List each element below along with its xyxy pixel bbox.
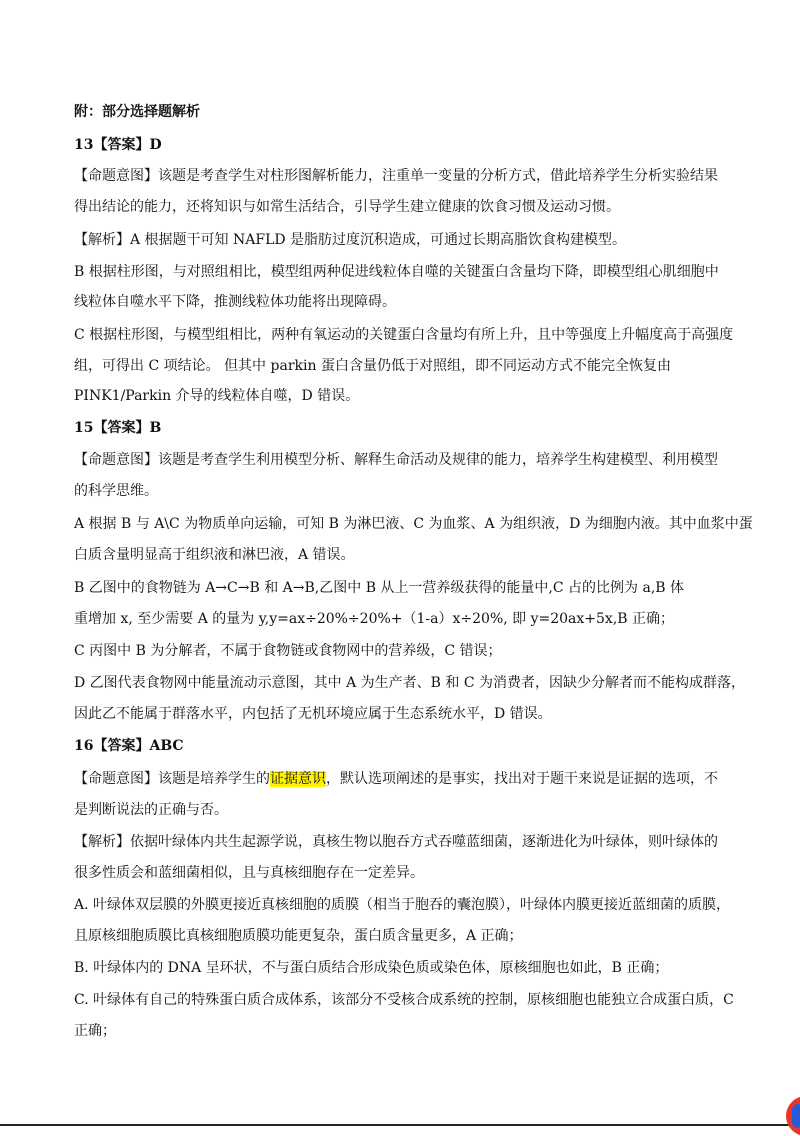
q13-answer: 13【答案】D [74, 137, 162, 153]
highlighted-term: 证据意识 [270, 771, 326, 787]
q15-answer: 15【答案】B [74, 420, 162, 436]
q15-option-b-line-1: B 乙图中的食物链为 A→C→B 和 A→B,乙图中 B 从上一营养级获得的能量中,C 占的比例为 a,B 体 [74, 580, 685, 596]
q16-option-a-line-1: A. 叶绿体双层膜的外膜更接近真核细胞的质膜（相当于胞吞的囊泡膜），叶绿体内膜更接近蓝细菌的质膜， [74, 897, 731, 913]
q15-option-a-line-2: 白质含量明显高于组织液和淋巴液，A 错误。 [74, 547, 355, 563]
q13-analysis-a: 【解析】A 根据题干可知 NAFLD 是脂肪过度沉积造成，可通过长期高脂饮食构建模型。 [74, 232, 627, 248]
q16-intent-suffix: ，默认选项阐述的是事实，找出对于题干来说是证据的选项，不 [326, 771, 718, 787]
q15-option-c: C 丙图中 B 为分解者，不属于食物链或食物网中的营养级，C 错误； [74, 643, 502, 659]
q16-option-c-line-2: 正确； [74, 1023, 116, 1039]
q16-option-b: B. 叶绿体内的 DNA 呈环状，不与蛋白质结合形成染色质或染色体，原核细胞也如此，B 正确； [74, 960, 669, 976]
q16-intent-prefix: 【命题意图】该题是培养学生的 [74, 771, 270, 787]
app-logo-mark-icon [792, 1104, 800, 1128]
q16-option-c-line-1: C. 叶绿体有自己的特殊蛋白质合成体系，该部分不受核合成系统的控制，原核细胞也能独立合成蛋白质，C [74, 992, 734, 1008]
q15-option-a-line-1: A 根据 B 与 A\C 为物质单向运输，可知 B 为淋巴液、C 为血浆、A 为组织液，D 为细胞内液。其中血浆中蛋 [74, 516, 753, 532]
q15-option-d-line-1: D 乙图代表食物网中能量流动示意图，其中 A 为生产者、B 和 C 为消费者，因缺少分解者而不能构成群落， [74, 675, 746, 691]
q13-option-c-line-1: C 根据柱形图，与模型组相比，两种有氧运动的关键蛋白含量均有所上升，且中等强度上升幅度高于高强度 [74, 327, 734, 343]
q16-option-a-line-2: 且原核细胞质膜比真核细胞质膜功能更复杂，蛋白质含量更多，A 正确； [74, 928, 523, 944]
q13-option-c-line-3: PINK1/Parkin 介导的线粒体自噬，D 错误。 [74, 388, 360, 404]
q13-option-b-line-1: B 根据柱形图，与对照组相比，模型组两种促进线粒体自噬的关键蛋白含量均下降，即模型组心肌细胞中 [74, 264, 719, 280]
q13-option-c-line-2: 组，可得出 C 项结论。 但其中 parkin 蛋白含量仍低于对照组，即不同运动方式不能完全恢复由 [74, 358, 671, 374]
q13-intent-line-1: 【命题意图】该题是考查学生对柱形图解析能力，注重单一变量的分析方式，借此培养学生分析实验结果 [74, 168, 718, 184]
q16-answer: 16【答案】ABC [74, 738, 184, 754]
q16-intent-line-2: 是判断说法的正确与否。 [74, 802, 228, 818]
q13-intent-line-2: 得出结论的能力，还将知识与如常生活结合，引导学生建立健康的饮食习惯及运动习惯。 [74, 199, 620, 215]
q15-option-d-line-2: 因此乙不能属于群落水平，内包括了无机环境应属于生态系统水平，D 错误。 [74, 706, 552, 722]
q16-intent-line-1 [74, 769, 754, 789]
q16-analysis-line-1: 【解析】依据叶绿体内共生起源学说，真核生物以胞吞方式吞噬蓝细菌，逐渐进化为叶绿体，则叶绿体的 [74, 834, 718, 850]
q15-intent-line-1: 【命题意图】该题是考查学生利用模型分析、解释生命活动及规律的能力，培养学生构建模型、利用模型 [74, 452, 718, 468]
section-heading: 附：部分选择题解析 [74, 104, 200, 120]
bottom-divider [0, 1124, 800, 1126]
q13-option-b-line-2: 线粒体自噬水平下降，推测线粒体功能将出现障碍。 [74, 294, 396, 310]
q15-option-b-line-2: 重增加 x, 至少需要 A 的量为 y,y=ax÷20%÷20%+（1-a）x÷20%, 即 y=20ax+5x,B 正确； [74, 611, 675, 627]
q15-intent-line-2: 的科学思维。 [74, 483, 158, 499]
q16-analysis-line-2: 很多性质会和蓝细菌相似，且与真核细胞存在一定差异。 [74, 865, 424, 881]
